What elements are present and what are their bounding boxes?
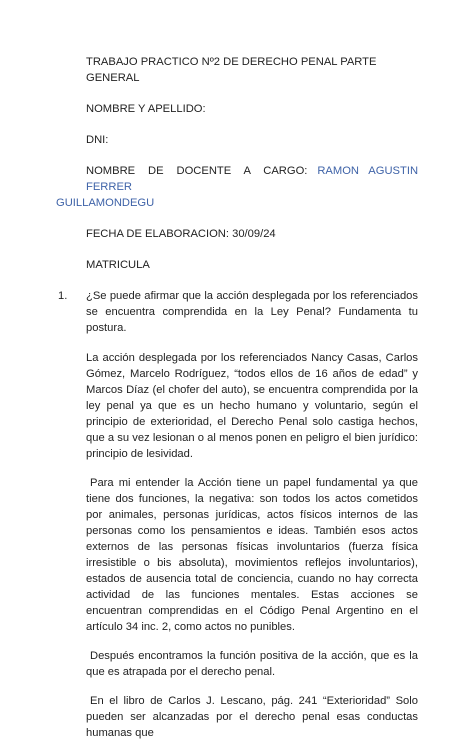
teacher-line (56, 163, 419, 211)
doc-title: TRABAJO PRACTICO Nº2 DE DERECHO PENAL PARTE GENERAL (86, 56, 377, 84)
teacher-name: RAMON AGUSTIN FERRER (86, 165, 419, 193)
answer-paragraph: Para mi entender la Acción tiene un papel fundamental ya que tiene dos funciones, la negativa: son todos los actos cometidos por animales, personas jurídicas, actos físicos internos de las personas como los pensamientos e ideas. También esos actos externos de las personas físicas involuntarios (fuerza física irresistible o bis absoluta), movimientos reflejos involuntarios), estados de ausencia total de conciencia, cuando no hay correcta actividad de las funciones mentales. Estas acciones se encuentran comprendidas en el Código Penal Argentino en el artículo 34 inc. 2, como actos no punibles. (86, 477, 418, 633)
teacher-name-cont: GUILLAMONDEGU (56, 197, 155, 209)
teacher-label: NOMBRE DE DOCENTE A CARGO: (86, 165, 308, 177)
answer-paragraph: Después encontramos la función positiva de la acción, que es la que es atrapada por el derecho penal. (86, 650, 418, 678)
question-number: 1. (58, 290, 68, 302)
dni-field-label: DNI: (86, 134, 109, 146)
question-item (56, 288, 418, 336)
answer-paragraph: En el libro de Carlos J. Lescano, pág. 241 “Exterioridad” Solo pueden ser alcanzadas por el derecho penal esas conductas humanas que (86, 695, 418, 739)
name-field-label: NOMBRE Y APELLIDO: (86, 103, 206, 115)
answer-paragraph: La acción desplegada por los referenciados Nancy Casas, Carlos Gómez, Marcelo Rodríguez, “todos ellos de 16 años de edad” y Marcos Díaz (el chofer del auto), se encuentra comprendida por la ley penal ya que es un hecho humano y voluntario, según el principio de exterioridad, el Derecho Penal solo castiga hechos, que a su vez lesionan o al menos ponen en peligro el bien jurídico: principio de lesividad. (86, 352, 418, 460)
question-text: ¿Se puede afirmar que la acción desplegada por los referenciados se encuentra comprendida en la Ley Penal? Fundamenta tu postura. (86, 290, 418, 334)
date-line: FECHA DE ELABORACION: 30/09/24 (86, 228, 276, 240)
enrollment-label: MATRICULA (86, 259, 150, 271)
